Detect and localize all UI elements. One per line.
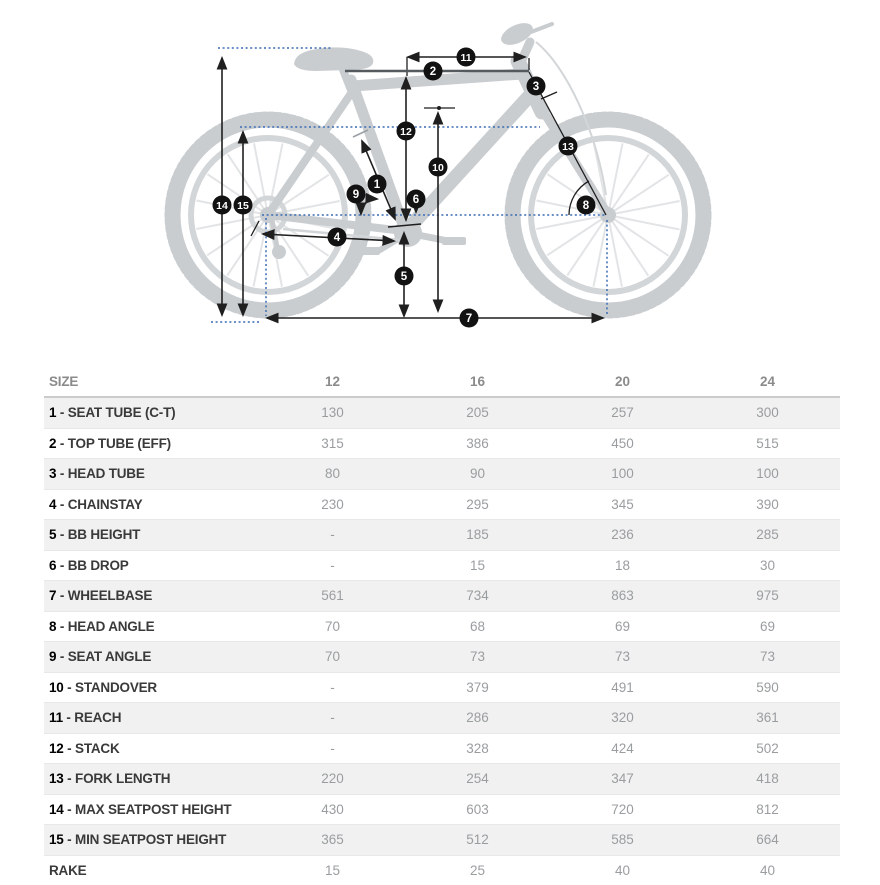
svg-text:15: 15 [237,200,249,212]
row-value: 664 [695,832,840,847]
svg-text:3: 3 [533,81,539,93]
row-label: 2 - TOP TUBE (EFF) [44,436,260,451]
pedal [442,237,466,245]
row-value: 69 [550,619,695,634]
saddle [294,47,373,71]
row-label: 11 - REACH [44,710,260,725]
row-value: 450 [550,436,695,451]
row-value: 502 [695,741,840,756]
row-value: 257 [550,405,695,420]
row-label: 7 - WHEELBASE [44,588,260,603]
row-label: 4 - CHAINSTAY [44,497,260,512]
row-label: 13 - FORK LENGTH [44,771,260,786]
dimension-marker-11 [457,48,476,67]
row-value: 70 [260,619,405,634]
dimension-marker-2 [424,62,443,81]
row-label: 10 - STANDOVER [44,680,260,695]
row-value: 73 [550,649,695,664]
svg-text:2: 2 [430,66,436,78]
dimension-marker-13 [559,137,578,156]
row-label: 12 - STACK [44,741,260,756]
head-tube-tick [541,92,557,99]
pedal-left [358,247,380,255]
row-value: 100 [695,466,840,481]
dimension-marker-3 [527,77,546,96]
size-column-20: 20 [550,374,695,389]
row-value: 379 [405,680,550,695]
dimension-marker-7 [460,309,479,328]
row-value: 590 [695,680,840,695]
table-row [44,855,840,885]
row-label: 8 - HEAD ANGLE [44,619,260,634]
row-value: 68 [405,619,550,634]
row-value: 220 [260,771,405,786]
table-header-row [44,366,840,398]
dimension-marker-14 [213,196,232,215]
row-value: - [260,558,405,573]
row-value: 40 [695,863,840,878]
row-value: 30 [695,558,840,573]
svg-text:1: 1 [374,179,381,191]
row-value: 975 [695,588,840,603]
row-value: 361 [695,710,840,725]
svg-text:12: 12 [400,126,412,138]
row-value: 418 [695,771,840,786]
table-row [44,702,840,733]
row-label: 9 - SEAT ANGLE [44,649,260,664]
svg-text:9: 9 [353,189,359,201]
table-row [44,398,840,428]
table-row [44,580,840,611]
dimension-marker-8 [577,196,596,215]
dimension-marker-9 [347,185,366,204]
row-value: 734 [405,588,550,603]
row-value: 812 [695,802,840,817]
row-value: - [260,680,405,695]
dimension-marker-10 [429,158,448,177]
row-label: 6 - BB DROP [44,558,260,573]
row-value: 328 [405,741,550,756]
row-value: 603 [405,802,550,817]
dimension-marker-6 [407,190,426,209]
geometry-diagram [0,0,880,352]
svg-text:13: 13 [562,141,574,153]
row-value: 236 [550,527,695,542]
table-row [44,763,840,794]
row-value: 347 [550,771,695,786]
row-value: - [260,741,405,756]
svg-text:14: 14 [216,200,228,212]
row-value: 205 [405,405,550,420]
dimension-marker-12 [397,122,416,141]
row-value: 73 [405,649,550,664]
row-value: 15 [260,863,405,878]
row-value: 315 [260,436,405,451]
row-label: 15 - MIN SEATPOST HEIGHT [44,832,260,847]
table-row [44,428,840,459]
row-value: 40 [550,863,695,878]
table-row [44,794,840,825]
row-value: 430 [260,802,405,817]
svg-text:6: 6 [413,194,419,206]
row-value: 491 [550,680,695,695]
row-value: 90 [405,466,550,481]
row-value: - [260,527,405,542]
svg-text:5: 5 [401,271,408,283]
table-row [44,458,840,489]
row-value: 295 [405,497,550,512]
row-value: 386 [405,436,550,451]
row-label: 5 - BB HEIGHT [44,527,260,542]
row-value: 512 [405,832,550,847]
row-value: 130 [260,405,405,420]
row-value: 424 [550,741,695,756]
dimension-marker-5 [395,267,414,286]
row-label: 3 - HEAD TUBE [44,466,260,481]
size-header-label: SIZE [44,374,260,389]
dimension-marker-4 [328,228,347,247]
svg-text:7: 7 [466,313,472,325]
row-value: 300 [695,405,840,420]
row-value: 720 [550,802,695,817]
row-value: 25 [405,863,550,878]
row-value: 285 [695,527,840,542]
row-value: 390 [695,497,840,512]
row-value: 69 [695,619,840,634]
table-row [44,611,840,642]
row-value: 320 [550,710,695,725]
row-value: 365 [260,832,405,847]
row-label: 14 - MAX SEATPOST HEIGHT [44,802,260,817]
row-value: 73 [695,649,840,664]
dimension-marker-15 [234,196,253,215]
row-value: 863 [550,588,695,603]
row-value: 254 [405,771,550,786]
svg-text:10: 10 [432,162,444,174]
row-value: 345 [550,497,695,512]
row-value: 18 [550,558,695,573]
table-row [44,489,840,520]
geometry-table-body [44,398,840,885]
table-row [44,641,840,672]
geometry-table [44,366,840,885]
row-value: 185 [405,527,550,542]
size-column-24: 24 [695,374,840,389]
size-column-12: 12 [260,374,405,389]
row-value: - [260,710,405,725]
row-value: 561 [260,588,405,603]
row-value: 286 [405,710,550,725]
table-row [44,824,840,855]
derailleur [272,245,286,259]
row-value: 15 [405,558,550,573]
row-value: 80 [260,466,405,481]
dimension-marker-1 [368,175,387,194]
table-row [44,672,840,703]
svg-text:4: 4 [334,232,341,244]
row-value: 100 [550,466,695,481]
table-row [44,519,840,550]
svg-text:8: 8 [583,200,590,212]
table-row [44,550,840,581]
table-row [44,733,840,764]
row-value: 585 [550,832,695,847]
row-value: 70 [260,649,405,664]
svg-text:11: 11 [460,52,471,64]
row-value: 515 [695,436,840,451]
row-label: RAKE [44,863,260,878]
size-column-16: 16 [405,374,550,389]
row-label: 1 - SEAT TUBE (C-T) [44,405,260,420]
row-value: 230 [260,497,405,512]
